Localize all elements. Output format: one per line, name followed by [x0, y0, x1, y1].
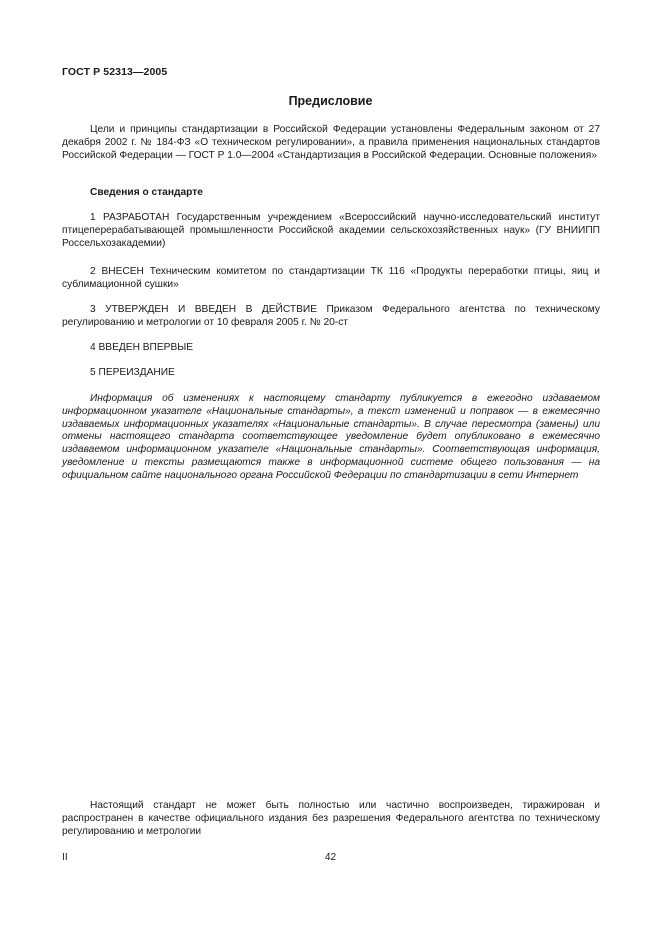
page-roman-numeral: II: [62, 852, 68, 863]
copyright-notice: Настоящий стандарт не может быть полностью или частично воспроизведен, тиражирован и распространен в качестве официального издания без разрешения Федерального агентства по техническому регулированию и метрологии: [62, 800, 600, 837]
item-approved: 3 УТВЕРЖДЕН И ВВЕДЕН В ДЕЙСТВИЕ Приказом Федерального агентства по техническому регулированию и метрологии от 10 февраля 2005 г. № 20-ст: [62, 304, 600, 328]
page-title: Предисловие: [288, 94, 373, 108]
item-reissue: 5 ПЕРЕИЗДАНИЕ: [90, 367, 175, 378]
section-heading: Сведения о стандарте: [90, 187, 203, 198]
item-first-introduced: 4 ВВЕДЕН ВПЕРВЫЕ: [90, 342, 194, 353]
item-submitted: 2 ВНЕСЕН Техническим комитетом по стандартизации ТК 116 «Продукты переработки птицы, яиц и сублимационной сушки»: [62, 266, 600, 290]
intro-paragraph: Цели и принципы стандартизации в Российской Федерации установлены Федеральным законом от 27 декабря 2002 г. № 184-ФЗ «О техническом регулировании», а правила применения национальных стандартов Российской Федерации — ГОСТ Р 1.0—2004 «Стандартизация в Российской Федерации. Основные положения»: [62, 124, 600, 161]
document-code: ГОСТ Р 52313—2005: [62, 66, 168, 78]
changes-notice: Информация об изменениях к настоящему стандарту публикуется в ежегодно издаваемом информационном указателе «Национальные стандарты», а текст изменений и поправок — в ежемесячно издаваемых информационных указателях «Национальные стандарты». В случае пересмотра (замены) или отмены настоящего стандарта соответствующее уведомление будет опубликовано в ежемесячно издаваемом информационном указателе «Национальные стандарты». Соответствующая информация, уведомление и тексты размещаются также в информационной системе общего пользования — на официальном сайте национального органа Российской Федерации по стандартизации в сети Интернет: [62, 393, 600, 481]
item-developed: 1 РАЗРАБОТАН Государственным учреждением «Всероссийский научно-исследовательский институт птицеперерабатывающей промышленности Российской академии сельскохозяйственных наук» (ГУ ВНИИПП Россельхозакадемии): [62, 212, 600, 249]
page-number: 42: [324, 852, 337, 863]
